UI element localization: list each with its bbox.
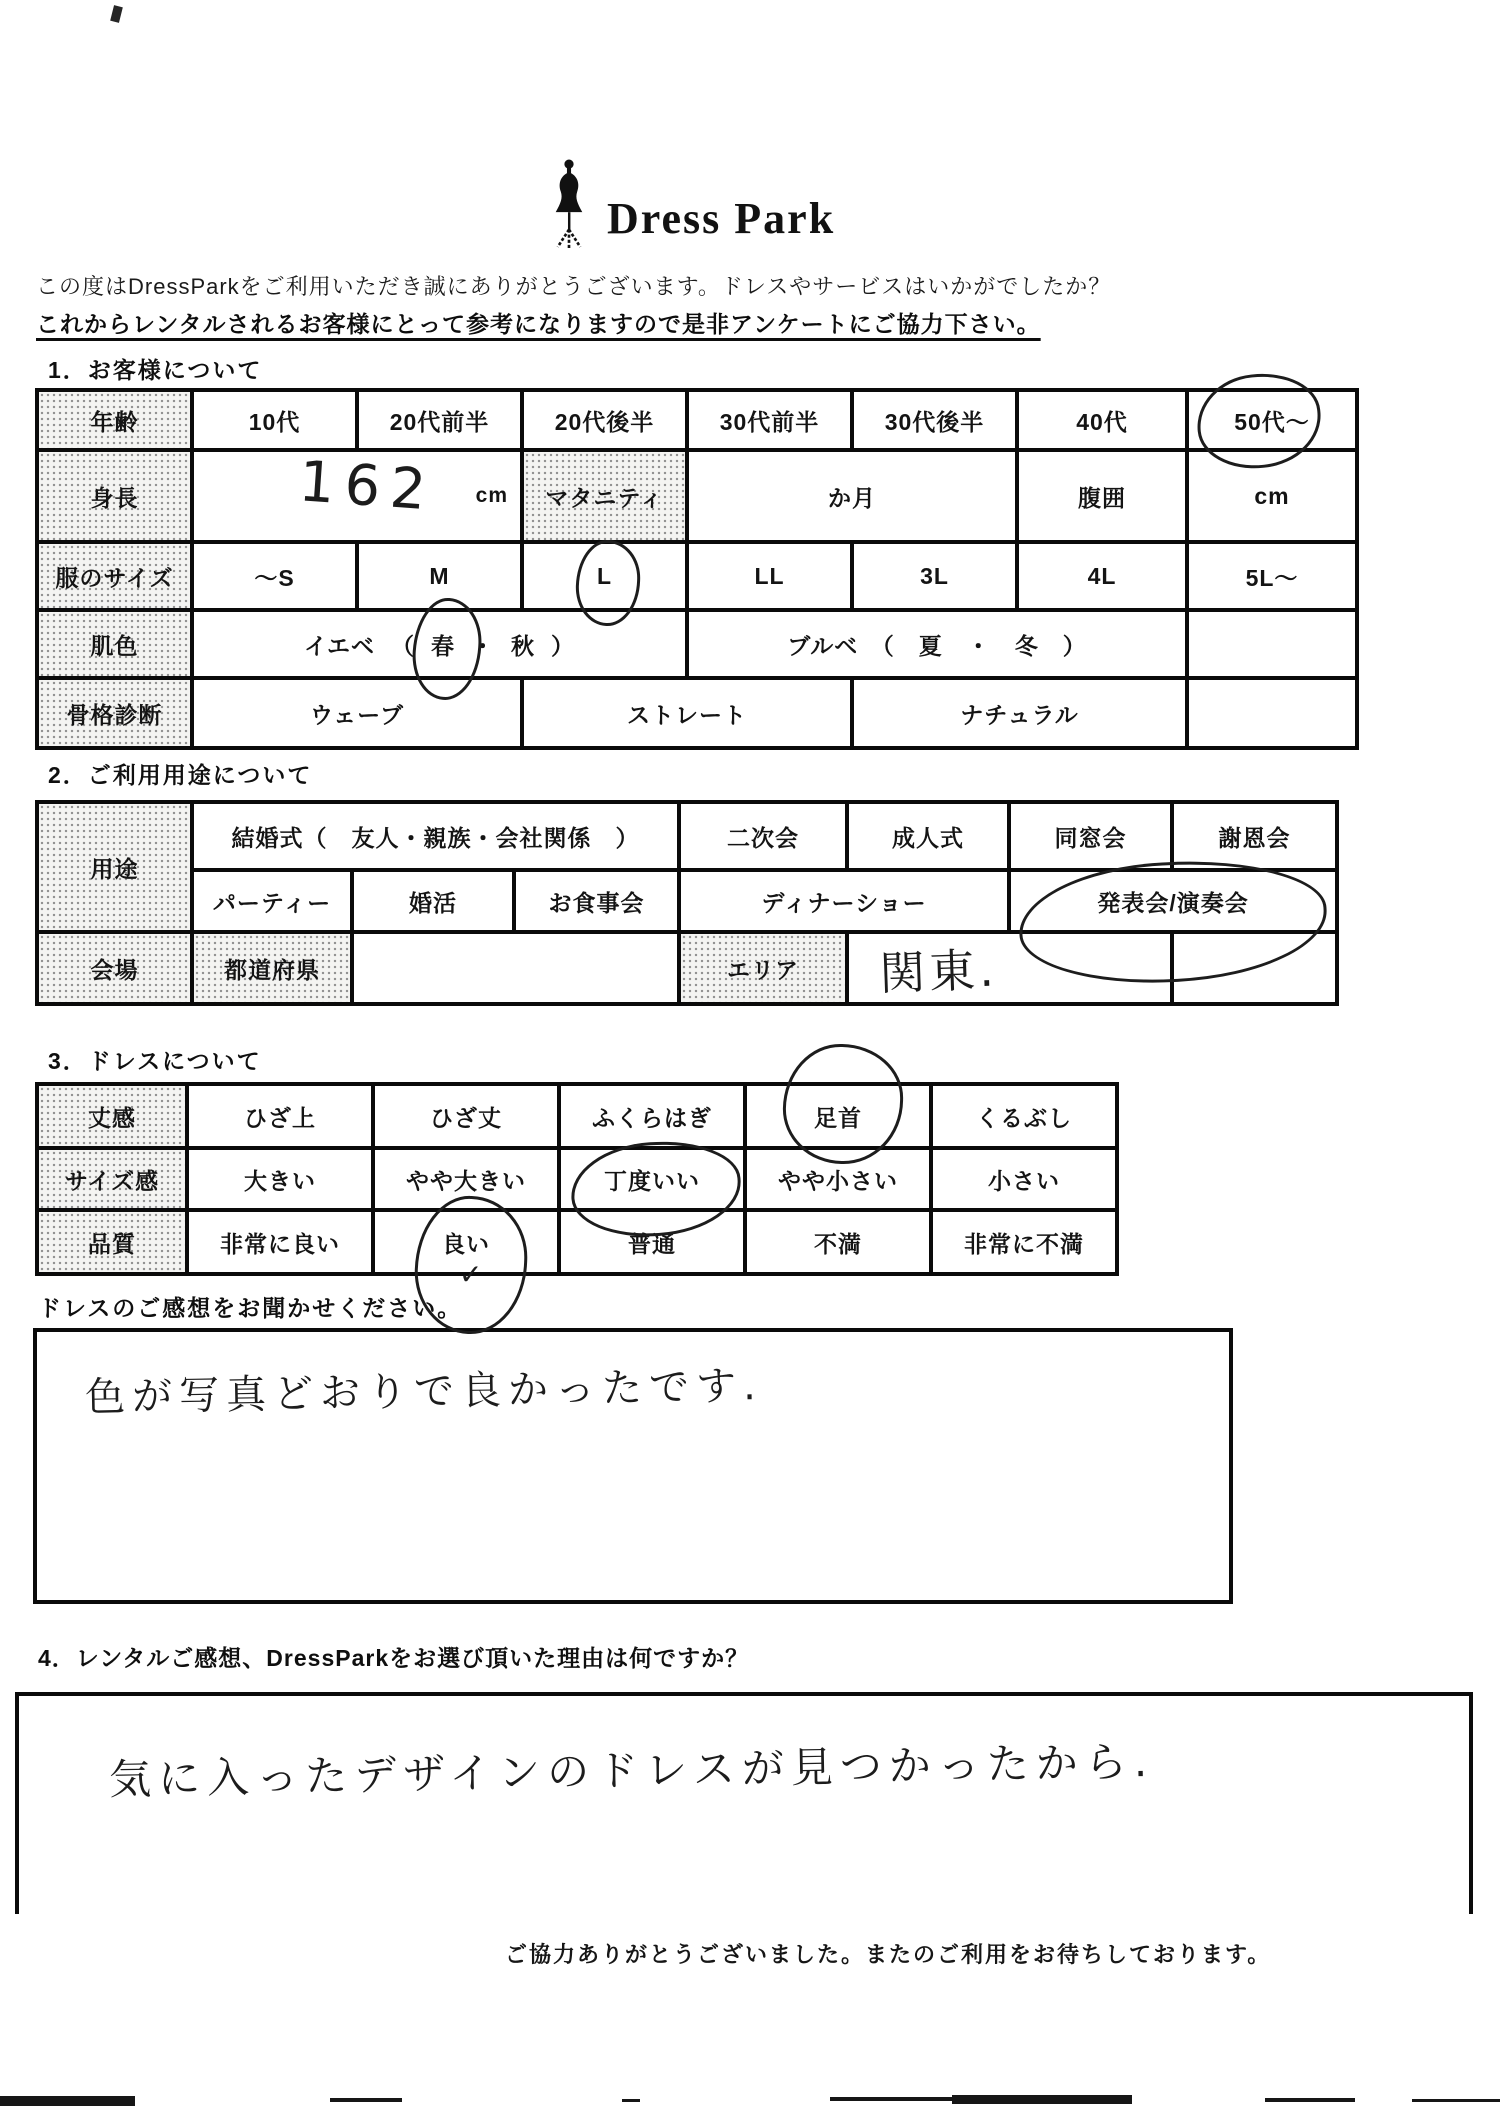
purpose-row-1 xyxy=(37,802,1337,870)
intro-line-2: これからレンタルされるお客様にとって参考になりますので是非アンケートにご協力下さい。 xyxy=(36,311,1041,337)
quality-label: 品質 xyxy=(37,1210,187,1274)
scan-artifact xyxy=(1265,2098,1355,2102)
age-label: 年齢 xyxy=(37,390,192,450)
length-option-anklebone: くるぶし xyxy=(931,1084,1117,1148)
skin-option-spring xyxy=(431,628,455,661)
purpose-option-recital xyxy=(1009,870,1337,932)
height-label: 身長 xyxy=(37,450,192,542)
dress-comment-box xyxy=(33,1328,1233,1604)
fit-option-slightly-small: やや小さい xyxy=(745,1148,931,1210)
skin-yellow-text: イエベ xyxy=(303,632,376,659)
section1-heading: 1．お客様について xyxy=(48,357,263,383)
length-option-ankle xyxy=(745,1084,931,1148)
purpose-label: 用途 xyxy=(37,802,192,932)
fit-option-slightly-big: やや大きい xyxy=(373,1148,559,1210)
skin-option-spring-text: 春 xyxy=(431,632,456,659)
dress-comment-label: ドレスのご感想をお聞かせください。 xyxy=(38,1295,463,1321)
fit-label: サイズ感 xyxy=(37,1148,187,1210)
frame-label: 骨格診断 xyxy=(37,678,192,748)
purpose-option-dinner-show: ディナーショー xyxy=(679,870,1009,932)
purpose-option-coming-of-age: 成人式 xyxy=(847,802,1009,870)
brand-logo xyxy=(545,158,835,250)
empty-cell xyxy=(1187,610,1357,678)
age-option-early20s: 20代前半 xyxy=(357,390,522,450)
height-unit: cm xyxy=(475,484,508,507)
prefecture-input-cell xyxy=(352,932,679,1004)
skin-paren-open: （ xyxy=(391,632,416,659)
section3-heading: 3．ドレスについて xyxy=(48,1048,262,1074)
frame-option-wave: ウェーブ xyxy=(192,678,522,748)
section4-heading: 4．レンタルご感想、DressParkをお選び頂いた理由は何ですか？ xyxy=(38,1645,750,1671)
fit-row xyxy=(37,1148,1117,1210)
empty-cell xyxy=(1187,678,1357,748)
size-option-3l: 3L xyxy=(852,542,1017,610)
size-option-5l: 5L～ xyxy=(1187,542,1357,610)
age-option-early30s: 30代前半 xyxy=(687,390,852,450)
skin-blue-cell: ブルベ （ 夏 ・ 冬 ） xyxy=(687,610,1187,678)
quality-option-good xyxy=(373,1210,559,1291)
frame-option-natural: ナチュラル xyxy=(852,678,1187,748)
size-option-ll: LL xyxy=(687,542,852,610)
length-label: 丈感 xyxy=(37,1084,187,1148)
quality-option-very-good: 非常に良い xyxy=(187,1210,373,1274)
reason-comment-box xyxy=(15,1692,1473,1914)
scan-artifact xyxy=(1412,2099,1500,2102)
hand-check: ✓ xyxy=(459,1258,484,1291)
length-option-ankle-text: 足首 xyxy=(814,1104,862,1131)
purpose-option-meal: お食事会 xyxy=(514,870,679,932)
purpose-option-thanks-party: 謝恩会 xyxy=(1172,802,1337,870)
fit-option-big: 大きい xyxy=(187,1148,373,1210)
area-label: エリア xyxy=(679,932,847,1004)
fit-option-just-right-text: 丁度いい xyxy=(604,1167,700,1194)
length-row xyxy=(37,1084,1117,1148)
size-row xyxy=(37,542,1357,610)
length-option-above-knee: ひざ上 xyxy=(187,1084,373,1148)
quality-option-good-text: 良い xyxy=(442,1230,490,1257)
scan-artifact xyxy=(0,2096,135,2106)
scan-artifact xyxy=(952,2095,1132,2104)
purpose-option-afterparty: 二次会 xyxy=(679,802,847,870)
age-option-50s-text: 50代～ xyxy=(1234,408,1310,435)
purpose-option-reunion: 同窓会 xyxy=(1009,802,1172,870)
intro-line-1: この度はDressParkをご利用いただき誠にありがとうございます。ドレスやサービスはいかがでしたか？ xyxy=(36,274,1112,299)
size-option-4l: 4L xyxy=(1017,542,1187,610)
age-row xyxy=(37,390,1357,450)
purpose-option-recital-text: 発表会/演奏会 xyxy=(1097,889,1249,916)
dress-table xyxy=(35,1082,1119,1291)
footer-thanks: ご協力ありがとうございました。またのご利用をお待ちしております。 xyxy=(505,1942,1272,1967)
size-label: 服のサイズ xyxy=(37,542,192,610)
empty-cell xyxy=(1172,932,1337,1004)
skin-separator: ・ xyxy=(471,632,496,659)
age-option-40s: 40代 xyxy=(1017,390,1187,450)
size-option-s: ～S xyxy=(192,542,357,610)
size-option-l xyxy=(522,542,687,610)
age-option-50s xyxy=(1187,390,1357,450)
size-option-m: M xyxy=(357,542,522,610)
dress-form-icon xyxy=(545,158,593,250)
quality-option-average: 普通 xyxy=(559,1210,745,1274)
skin-row xyxy=(37,610,1357,678)
purpose-option-party: パーティー xyxy=(192,870,352,932)
venue-label: 会場 xyxy=(37,932,192,1004)
purpose-option-wedding: 結婚式（ 友人・親族・会社関係 ） xyxy=(192,802,679,870)
scan-artifact xyxy=(622,2099,640,2102)
brand-name: Dress Park xyxy=(607,194,836,243)
skin-label: 肌色 xyxy=(37,610,192,678)
prefecture-label: 都道府県 xyxy=(192,932,352,1004)
maternity-months-cell: か月 xyxy=(687,450,1017,542)
scan-artifact xyxy=(330,2098,402,2102)
quality-option-very-dissatisfied: 非常に不満 xyxy=(931,1210,1117,1274)
skin-option-autumn: 秋 xyxy=(511,632,536,659)
waist-label: 腹囲 xyxy=(1017,450,1187,542)
quality-option-dissatisfied: 不満 xyxy=(745,1210,931,1274)
length-option-knee: ひざ丈 xyxy=(373,1084,559,1148)
maternity-label: マタニティ xyxy=(522,450,687,542)
scan-speck xyxy=(110,5,123,23)
fit-option-small: 小さい xyxy=(931,1148,1117,1210)
customer-table xyxy=(35,388,1359,750)
handwritten-dress-comment: 色が写真どおりで良かったです. xyxy=(84,1363,764,1421)
size-option-l-text: L xyxy=(596,562,613,589)
height-row xyxy=(37,450,1357,542)
length-option-calf: ふくらはぎ xyxy=(559,1084,745,1148)
age-option-10s: 10代 xyxy=(192,390,357,450)
skin-paren-close: ） xyxy=(551,632,576,659)
height-value-cell xyxy=(192,450,522,542)
usage-table xyxy=(35,800,1339,1006)
purpose-option-matchmaking: 婚活 xyxy=(352,870,514,932)
venue-row xyxy=(37,932,1337,1004)
quality-row xyxy=(37,1210,1117,1274)
frame-row xyxy=(37,678,1357,748)
section2-heading: 2．ご利用用途について xyxy=(48,762,313,788)
handwritten-reason-comment: 気に入ったデザインのドレスが見つかったから. xyxy=(108,1736,1155,1805)
handwritten-height-value: 162 xyxy=(296,449,438,524)
area-value-cell xyxy=(847,932,1172,1004)
age-option-late30s: 30代後半 xyxy=(852,390,1017,450)
handwritten-area-value: 関東. xyxy=(878,942,999,1001)
purpose-row-2 xyxy=(37,870,1337,932)
skin-yellow-cell xyxy=(192,610,687,678)
waist-unit-cell: cm xyxy=(1187,450,1357,542)
fit-option-just-right xyxy=(559,1148,745,1210)
frame-option-straight: ストレート xyxy=(522,678,852,748)
age-option-late20s: 20代後半 xyxy=(522,390,687,450)
